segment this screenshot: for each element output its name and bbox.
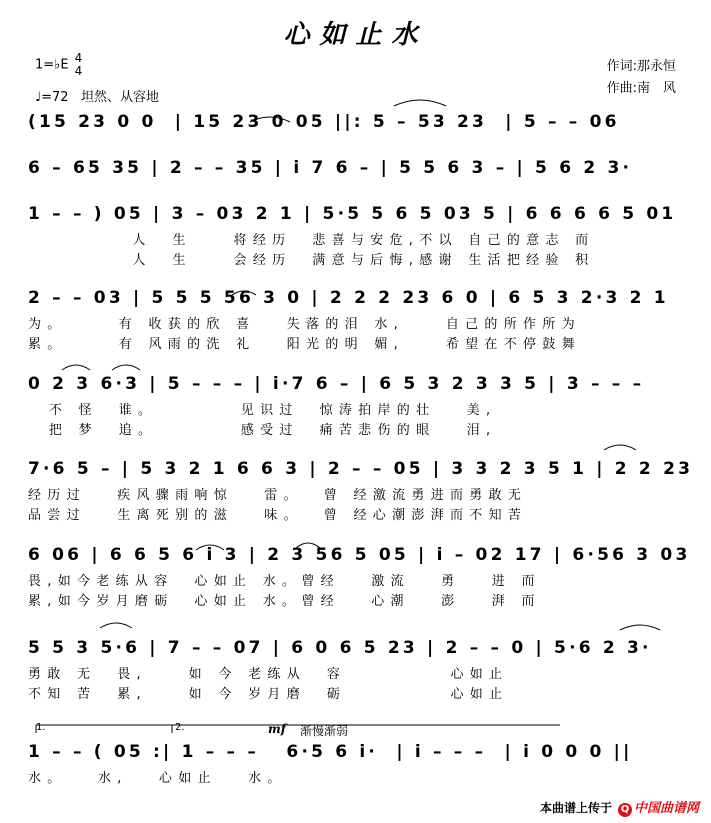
site-logo[interactable]: [618, 797, 699, 817]
lyric-verse-1: 为。 有 收获的欣 喜 失落的泪 水, 自己的所作所为: [28, 317, 581, 332]
composer: 作曲:南 风: [606, 81, 676, 96]
slur: [394, 100, 446, 106]
lyric-verse-2: 累,如今岁月磨砺 心如止 水。曾经 心潮 澎 湃 而: [28, 594, 541, 609]
footer-text: 本曲谱上传于: [539, 800, 612, 815]
notes-line: 5 5 3 5·6 | 7 – – 07 | 6 0 6 5 23 | 2 – – 0 | 5·6 2 3·: [28, 638, 652, 658]
lyricist: 作词:那永恒: [606, 59, 676, 74]
lyric-verse-2: 不知 苦 累, 如 今 岁月磨 砺 心如止: [28, 687, 509, 702]
slur: [296, 543, 320, 548]
notes-line: 1 – – ) 05 | 3 – 03 2 1 | 5·5 5 6 5 03 5 | 6 6 6 6 5 01: [28, 204, 677, 224]
key-flat: ♭: [54, 57, 61, 73]
slur: [232, 291, 256, 295]
lyric-verse-2: 累。 有 风雨的洗 礼 阳光的明 媚, 希望在不停鼓舞: [28, 337, 581, 352]
slur: [604, 445, 636, 450]
lyric-verse-2: 把 梦 追。 感受过 痛苦悲伤的眼 泪,: [28, 423, 497, 438]
lyric-verse-1: 人 生 将经历 悲喜与安危,不以 自己的意志 而: [28, 233, 595, 248]
lyric-verse-1: 不 怪 谁。 见识过 惊涛拍岸的壮 美,: [28, 403, 497, 418]
slur: [100, 623, 132, 628]
first-ending-label: 1.: [36, 722, 46, 733]
notes-line: 1 – – ( 05 :| 1 – – – 6·5 6 i· | i – – – | i 0 0 0 ||: [28, 742, 633, 762]
time-top: 4: [74, 51, 83, 65]
lyric-verse-1: 畏,如今老练从容 心如止 水。曾经 激流 勇 进 而: [28, 574, 541, 589]
lyric-verse-1: 经历过 疾风骤雨响惊 雷。 曾 经激流勇进而勇敢无: [28, 488, 528, 503]
footer: [540, 797, 699, 817]
notes-line: 6 – 65 35 | 2 – – 35 | i 7 6 – | 5 5 6 3 – | 5 6 2 3·: [28, 158, 633, 178]
time-bottom: 4: [74, 64, 83, 78]
slur: [112, 365, 140, 370]
slur: [250, 117, 290, 122]
key-label: 1=: [35, 57, 55, 73]
lyric-verse-1: 勇敢 无 畏, 如 今 老练从 容 心如止: [28, 667, 509, 682]
lyric-verse-1: 水。 水, 心如止 水。: [28, 771, 287, 786]
slur: [62, 365, 90, 370]
notes-line: 2 – – 03 | 5 5 5 56 3 0 | 2 2 2 23 6 0 | 6 5 3 2·3 2 1: [28, 288, 669, 308]
lyric-verse-2: 品尝过 生离死别的滋 味。 曾 经心潮澎湃而不知苦: [28, 508, 528, 523]
notes-line: 0 2 3 6·3 | 5 – – – | i·7 6 – | 6 5 3 2 3 3 5 | 3 – – –: [28, 374, 645, 394]
quarter-note-icon: ♩: [35, 90, 42, 105]
notes-line: (15 23 0 0 | 15 23 0 05 ||: 5 – 53 23 | 5 – – 06: [28, 112, 620, 132]
lyric-verse-2: 人 生 会经历 满意与后悔,感谢 生活把经验 积: [28, 253, 595, 268]
logo-mark-icon: Q: [618, 803, 632, 817]
tempo-change-text: 渐慢渐弱: [300, 724, 349, 738]
second-ending-label: 2.: [175, 722, 185, 733]
key-note: E: [60, 57, 69, 73]
slur: [620, 625, 660, 630]
slur: [196, 545, 224, 550]
logo-text: 中国曲谱网: [633, 801, 699, 816]
expression-text: 坦然、从容地: [80, 90, 159, 105]
notes-line: 6 06 | 6 6 5 6 i 3 | 2 3 56 5 05 | i – 02 17 | 6·56 3 03: [28, 545, 691, 565]
dynamic-mark: mf: [268, 722, 286, 736]
notes-line: 7·6 5 – | 5 3 2 1 6 6 3 | 2 – – 05 | 3 3 2 3 5 1 | 2 2 23: [28, 459, 694, 479]
song-title: 心如止水: [283, 20, 428, 50]
tempo-value: =72: [41, 90, 69, 105]
